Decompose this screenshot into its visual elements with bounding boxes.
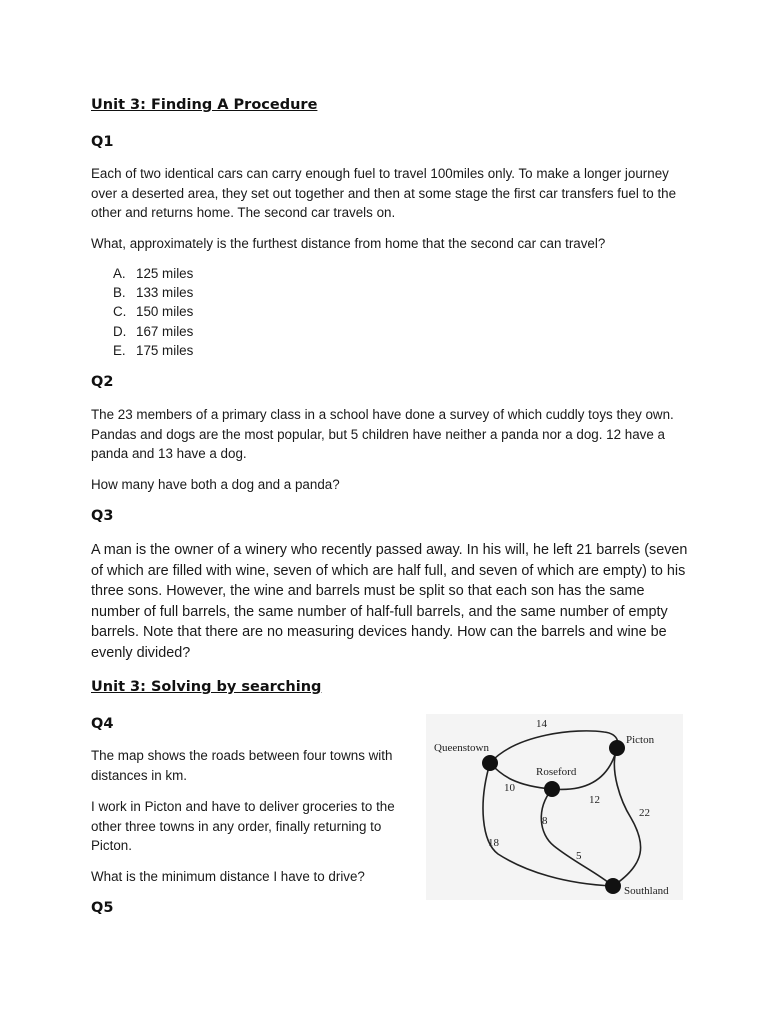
road-roseford-southland [541, 789, 613, 886]
road-picton-southland [613, 748, 641, 886]
town-label-roseford: Roseford [536, 766, 577, 778]
option-b: B. 133 miles [113, 285, 194, 301]
town-label-southland: Southland [624, 885, 669, 897]
question-label-q4: Q4 [91, 716, 114, 732]
question-label-q5: Q5 [91, 900, 114, 916]
q3-text: A man is the owner of a winery who recently passed away. In his will, he left 21 barrels (seven of which are filled with wine, seven of which are half full, and seven of which are empty) to his three sons. However, the wine and barrels must be split so that each son has the same number of full barrels, the same number of half-full barrels, and the same number of empty barrels. Note that there are no measuring devices handy. How can the barrels and wine be evenly divided? [91, 542, 688, 661]
q2-text: The 23 members of a primary class in a school have done a survey of which cuddly toys they own. Pandas and dogs are the most popular, but 5 children have neither a panda nor a dog. 12 have a panda and 13 have a dog. [91, 407, 674, 461]
town-marker-roseford [544, 781, 560, 797]
q4-text-1: The map shows the roads between four towns with distances in km. [91, 748, 393, 783]
q4-text-2: I work in Picton and have to deliver groceries to the other three towns in any order, finally returning to Picton. [91, 799, 395, 853]
distance-label-roseford-southland: 8 [542, 815, 548, 827]
distance-label-queenstown-southland: 18 [488, 837, 499, 849]
unit-heading-finding-a-procedure: Unit 3: Finding A Procedure [91, 97, 318, 113]
option-c: C. 150 miles [113, 304, 194, 320]
town-label-queenstown: Queenstown [434, 742, 489, 754]
town-marker-picton [609, 740, 625, 756]
question-label-q2: Q2 [91, 374, 114, 390]
distance-label-queenstown-roseford: 10 [504, 782, 515, 794]
question-label-q3: Q3 [91, 508, 114, 524]
question-label-q1: Q1 [91, 134, 114, 150]
town-marker-southland [605, 878, 621, 894]
q2-question: How many have both a dog and a panda? [91, 477, 340, 492]
town-marker-queenstown [482, 755, 498, 771]
option-a: A. 125 miles [113, 266, 194, 281]
distance-label-picton-southland: 22 [639, 807, 650, 819]
option-d: D. 167 miles [113, 323, 194, 339]
option-e: E. 175 miles [113, 342, 194, 358]
town-label-picton: Picton [626, 734, 655, 746]
road-queenstown-picton [490, 731, 618, 763]
q4-question: What is the minimum distance I have to drive? [91, 869, 365, 884]
distance-label-queenstown-picton: 14 [536, 718, 547, 730]
q1-text: Each of two identical cars can carry enough fuel to travel 100miles only. To make a longer journey over a deserted area, they set out together and then at some stage the first car transfers fuel to the other and returns home. The second car travels on. [91, 166, 677, 220]
unit-heading-solving-by-searching: Unit 3: Solving by searching [91, 679, 322, 695]
q1-question: What, approximately is the furthest distance from home that the second car can travel? [91, 236, 606, 251]
road-map [426, 714, 683, 900]
q1-options [113, 264, 193, 360]
distance-label-southland-mid: 5 [576, 850, 582, 862]
distance-label-roseford-picton: 12 [589, 794, 600, 806]
